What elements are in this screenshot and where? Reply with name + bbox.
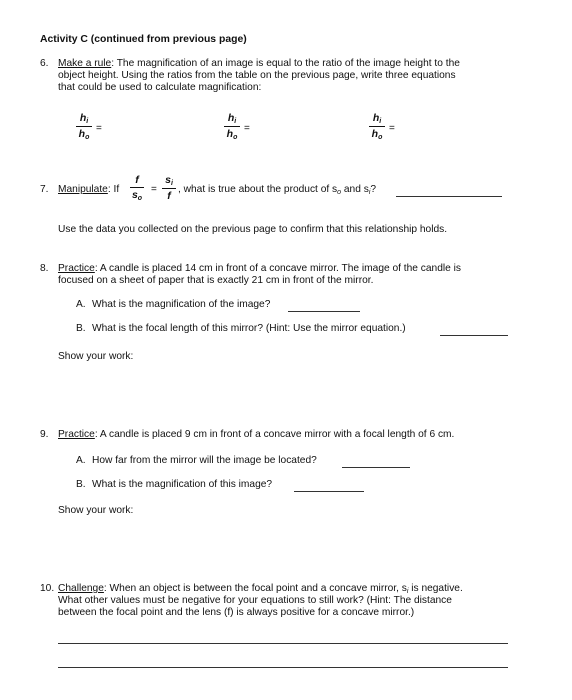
q6-equals-2: = — [244, 123, 250, 134]
q9-a-letter: A. — [76, 455, 86, 466]
q10-answer-line-1[interactable] — [58, 643, 508, 644]
q6-answer-3[interactable] — [401, 124, 461, 133]
q10-line1: Challenge: When an object is between the focal point and a concave mirror, $s_i$ is negative. — [58, 583, 463, 595]
q6-line3: that could be used to calculate magnification: — [58, 82, 262, 93]
q7-equals: = — [151, 184, 157, 195]
q9-label: Practice — [58, 429, 95, 440]
q9-b-letter: B. — [76, 479, 86, 490]
q6-text-1: : The magnification of an image is equal to the ratio of the image height to the — [111, 58, 460, 69]
q6-line2: object height. Using the ratios from the table on the previous page, write three equations — [58, 70, 456, 81]
q10-line2: What other values must be negative for your equations to still work? (Hint: The distance — [58, 595, 452, 606]
q7-question: , what is true about the product of $s_o$ and $s_i$? — [178, 184, 377, 196]
q7-number: 7. — [40, 184, 49, 195]
q6-line1 — [58, 58, 460, 70]
q7-fraction-f-over-so: f $s_o$ — [131, 174, 143, 202]
q6-ratio-1: $h_i$ $h_o$ — [76, 112, 92, 141]
q8-b-letter: B. — [76, 323, 86, 334]
q8-a-text: What is the magnification of the image? — [92, 299, 271, 310]
q9-b-text: What is the magnification of this image? — [92, 479, 273, 490]
q10-label: Challenge — [58, 583, 104, 594]
q9-a-answer-line[interactable] — [342, 467, 410, 468]
q8-show-work: Show your work: — [58, 351, 134, 362]
q9-a-text: How far from the mirror will the image be located? — [92, 455, 317, 466]
q8-line1: Practice: A candle is placed 14 cm in front of a concave mirror. The image of the candle is — [58, 263, 462, 274]
q6-answer-1[interactable] — [108, 124, 168, 133]
q8-line2: focused on a sheet of paper that is exactly 21 cm in front of the mirror. — [58, 275, 374, 286]
q7-followup: Use the data you collected on the previous page to confirm that this relationship holds. — [58, 224, 448, 235]
q9-b-answer-line[interactable] — [294, 491, 364, 492]
q8-number: 8. — [40, 263, 49, 274]
q7-answer-line[interactable] — [396, 196, 502, 197]
q9-line1: Practice: A candle is placed 9 cm in front of a concave mirror with a focal length of 6 cm. — [58, 429, 455, 440]
q6-ratio-3: $h_i$ $h_o$ — [369, 112, 385, 141]
q8-b-text: What is the focal length of this mirror? (Hint: Use the mirror equation.) — [92, 323, 406, 334]
q7-label: Manipulate — [58, 184, 108, 195]
q7-fraction-si-over-f: $s_i$ f — [162, 174, 176, 202]
q6-equals-1: = — [96, 123, 102, 134]
q9-number: 9. — [40, 429, 49, 440]
q7-lead — [58, 184, 119, 196]
q6-equals-3: = — [389, 123, 395, 134]
q6-label: Make a rule — [58, 58, 112, 69]
q6-number: 6. — [40, 58, 49, 69]
q8-label: Practice — [58, 263, 95, 274]
q6-ratio-2: $h_i$ $h_o$ — [224, 112, 240, 141]
page-header: Activity C (continued from previous page) — [40, 34, 247, 45]
q10-line3: between the focal point and the lens (f) is always positive for a concave mirror.) — [58, 607, 415, 618]
q10-answer-line-2[interactable] — [58, 667, 508, 668]
q6-answer-2[interactable] — [256, 124, 316, 133]
q7-prefix: : If — [107, 184, 120, 195]
q9-show-work: Show your work: — [58, 505, 134, 516]
q8-b-answer-line[interactable] — [440, 335, 508, 336]
q8-a-answer-line[interactable] — [288, 311, 360, 312]
q10-number: 10. — [40, 583, 55, 594]
q8-a-letter: A. — [76, 299, 86, 310]
